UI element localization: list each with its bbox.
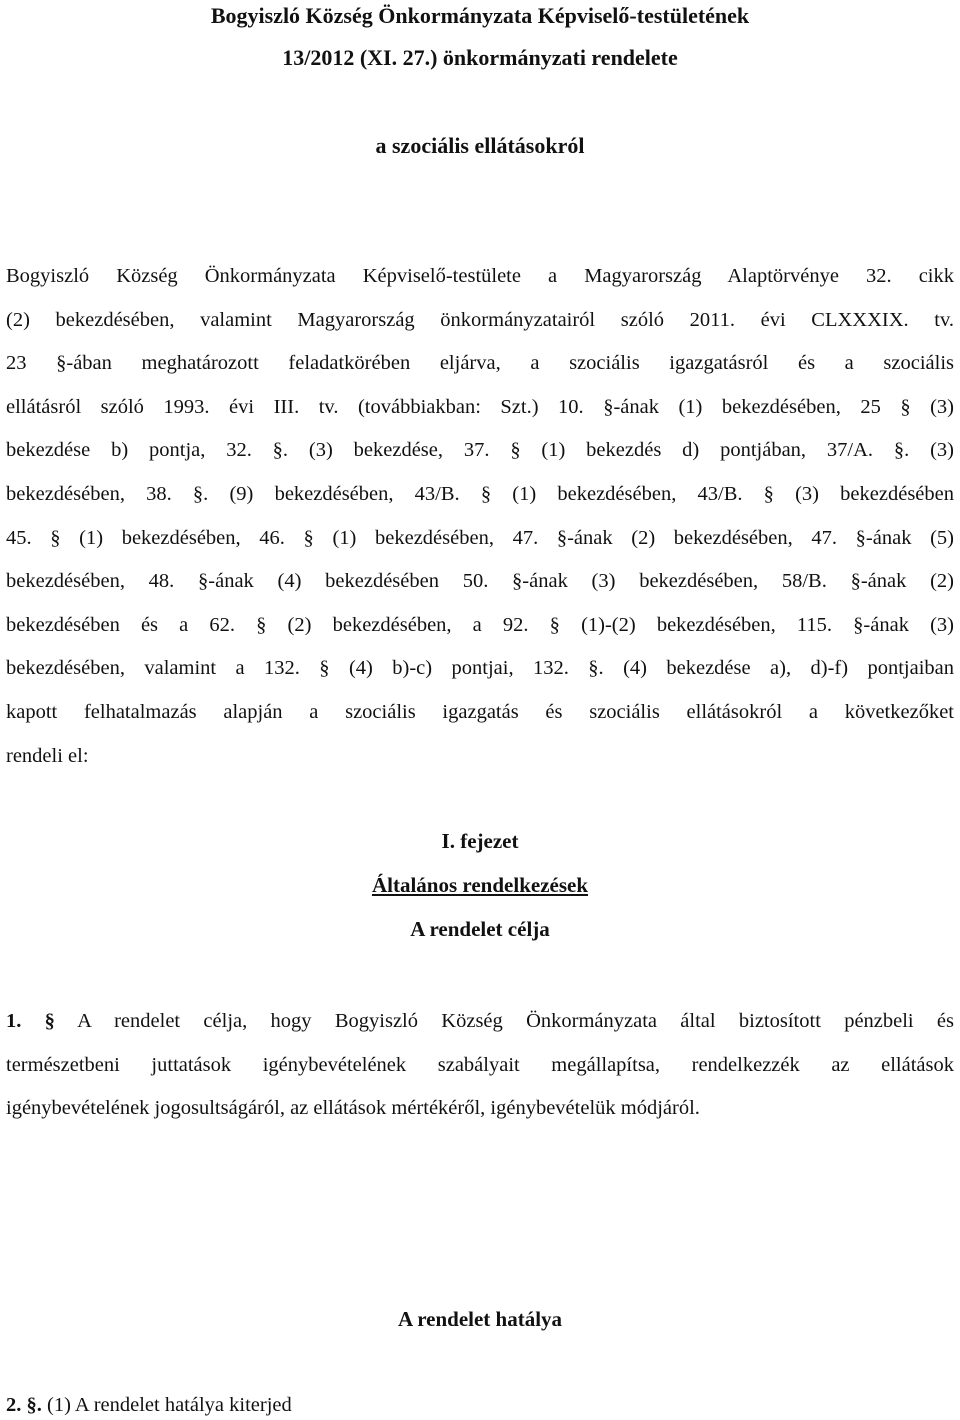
preamble-line: bekezdésében, valamint a 132. § (4) b)-c) pontjai, 132. §. (4) bekezdése a), d)-f) pontjaiban: [6, 657, 954, 680]
preamble-line: bekezdésében és a 62. § (2) bekezdésében, a 92. § (1)-(2) bekezdésében, 115. §-ának (3): [6, 613, 954, 636]
section-2-number: 2. §.: [6, 1394, 42, 1416]
chapter-label: I. fejezet: [441, 829, 519, 853]
preamble-line: 45. § (1) bekezdésében, 46. § (1) bekezdésében, 47. §-ának (2) bekezdésében, 47. §-ának (5): [6, 526, 954, 549]
chapter-title: Általános rendelkezések: [371, 873, 589, 897]
preamble-line: Bogyiszló Község Önkormányzata Képviselő-testülete a Magyarország Alaptörvénye 32. cikk: [6, 265, 954, 287]
section-1-text: A rendelet célja, hogy Bogyiszló Község Önkormányzata által biztosított pénzbeli és: [77, 1010, 955, 1032]
preamble-line: ellátásról szóló 1993. évi III. tv. (továbbiakban: Szt.) 10. §-ának (1) bekezdésében, 25 § (3): [6, 395, 954, 418]
section-1-line: [6, 1000, 954, 1044]
regulation-issuer-title: Bogyiszló Község Önkormányzata Képviselő-testületének: [210, 3, 750, 28]
regulation-subject-title: a szociális ellátásokról: [375, 133, 585, 158]
preamble-line: bekezdésében, 48. §-ának (4) bekezdésében 50. §-ának (3) bekezdésében, 58/B. §-ának (2): [6, 570, 954, 593]
section-2-text: (1) A rendelet hatálya kiterjed: [47, 1394, 292, 1416]
scope-heading: A rendelet hatálya: [397, 1307, 563, 1331]
preamble-line: rendeli el:: [6, 744, 89, 767]
preamble-line: (2) bekezdésében, valamint Magyarország önkormányzatairól szóló 2011. évi CLXXXIX. tv.: [6, 308, 954, 331]
section-2-paragraph: [6, 1392, 954, 1418]
section-1-paragraph: [6, 1000, 954, 1131]
section-1-line: természetbeni juttatások igénybevételének szabályait megállapítsa, rendelkezzék az ellátások: [6, 1053, 954, 1076]
preamble-line: bekezdése b) pontja, 32. §. (3) bekezdése, 37. § (1) bekezdés d) pontjában, 37/A. §. (3): [6, 439, 954, 462]
preamble-line: 23 §-ában meghatározott feladatkörében eljárva, a szociális igazgatásról és a szociális: [6, 352, 954, 375]
section-1-number: 1. §: [6, 1010, 55, 1032]
purpose-heading: A rendelet célja: [410, 917, 550, 941]
preamble-line: bekezdésében, 38. §. (9) bekezdésében, 43/B. § (1) bekezdésében, 43/B. § (3) bekezdésében: [6, 482, 954, 505]
preamble-paragraph: [6, 255, 954, 778]
regulation-number-title: 13/2012 (XI. 27.) önkormányzati rendelete: [282, 45, 678, 70]
section-1-line: igénybevételének jogosultságáról, az ellátások mértékéről, igénybevételük módjáról.: [6, 1097, 700, 1120]
preamble-line: kapott felhatalmazás alapján a szociális igazgatás és szociális ellátásokról a következőket: [6, 700, 954, 723]
